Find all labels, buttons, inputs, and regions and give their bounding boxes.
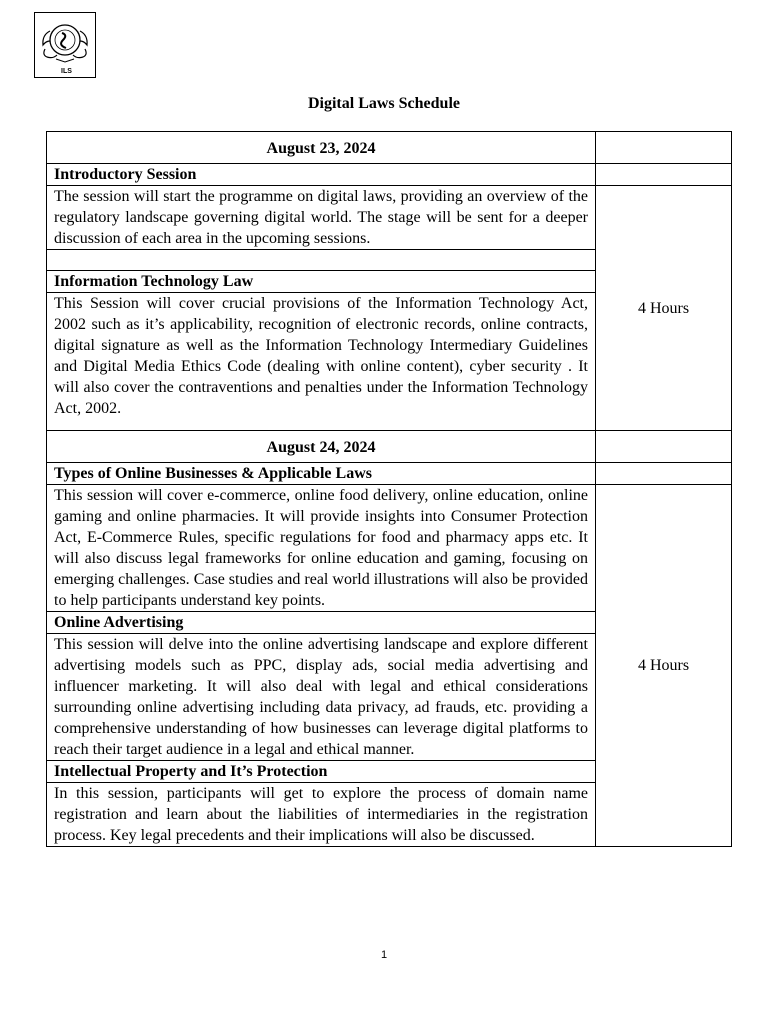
day-2-date-blank xyxy=(596,431,732,463)
session-heading: Types of Online Businesses & Applicable Laws xyxy=(47,463,596,485)
day-2-duration: 4 Hours xyxy=(596,485,732,847)
session-description-row xyxy=(47,485,732,612)
session-heading: Online Advertising xyxy=(47,612,596,634)
ils-logo xyxy=(34,12,96,78)
session-description: In this session, participants will get to explore the process of domain name registration and learn about the liabilities of intermediaries in the registration process. Key legal precedents and their implications will also be discussed. xyxy=(47,783,596,847)
session-heading: Introductory Session xyxy=(47,164,596,186)
day-1-date: August 23, 2024 xyxy=(47,132,596,164)
session-heading-blank xyxy=(596,164,732,186)
session-description: The session will start the programme on digital laws, providing an overview of the regulatory landscape governing digital world. The stage will be sent for a deeper discussion of each area in the upcoming sessions. xyxy=(47,186,596,250)
session-heading-blank xyxy=(596,463,732,485)
session-description: This session will delve into the online advertising landscape and explore different advertising models such as PPC, display ads, social media advertising and influencer marketing. It will also deal with legal and ethical considerations surrounding online advertising including data privacy, ad frauds, etc. providing a comprehensive understanding of how businesses can leverage digital platforms to reach their target audience in a legal and ethical manner. xyxy=(47,634,596,761)
logo-label: ILS xyxy=(61,68,72,75)
day-1-date-row xyxy=(47,132,732,164)
document-title: Digital Laws Schedule xyxy=(307,95,460,112)
session-heading: Information Technology Law xyxy=(47,271,596,293)
session-heading-row xyxy=(47,463,732,485)
schedule-table xyxy=(46,131,732,847)
day-2-date-row xyxy=(47,431,732,463)
session-description: This session will cover e-commerce, online food delivery, online education, online gaming and online pharmacies. It will provide insights into Consumer Protection Act, E-Commerce Rules, specific regulations for food and pharmacy apps etc. It will also discuss legal frameworks for online education and gaming, focusing on emerging challenges. Case studies and real world illustrations will also be provided to help participants understand key points. xyxy=(47,485,596,612)
session-description: This Session will cover crucial provisions of the Information Technology Act, 2002 such as it’s applicability, recognition of electronic records, online contracts, digital signature as well as the Information Technology Intermediary Guidelines and Digital Media Ethics Code (dealing with online content), cyber security . It will also cover the contraventions and penalties under the Information Technology Act, 2002. xyxy=(47,293,596,431)
session-heading: Intellectual Property and It’s Protection xyxy=(47,761,596,783)
session-description-row xyxy=(47,186,732,250)
day-1-date-blank xyxy=(596,132,732,164)
ils-crest-icon xyxy=(35,13,95,77)
day-1-duration: 4 Hours xyxy=(596,186,732,431)
page-number: 1 xyxy=(380,949,388,961)
session-heading-row xyxy=(47,164,732,186)
day-2-date: August 24, 2024 xyxy=(47,431,596,463)
spacer-cell xyxy=(47,250,596,271)
